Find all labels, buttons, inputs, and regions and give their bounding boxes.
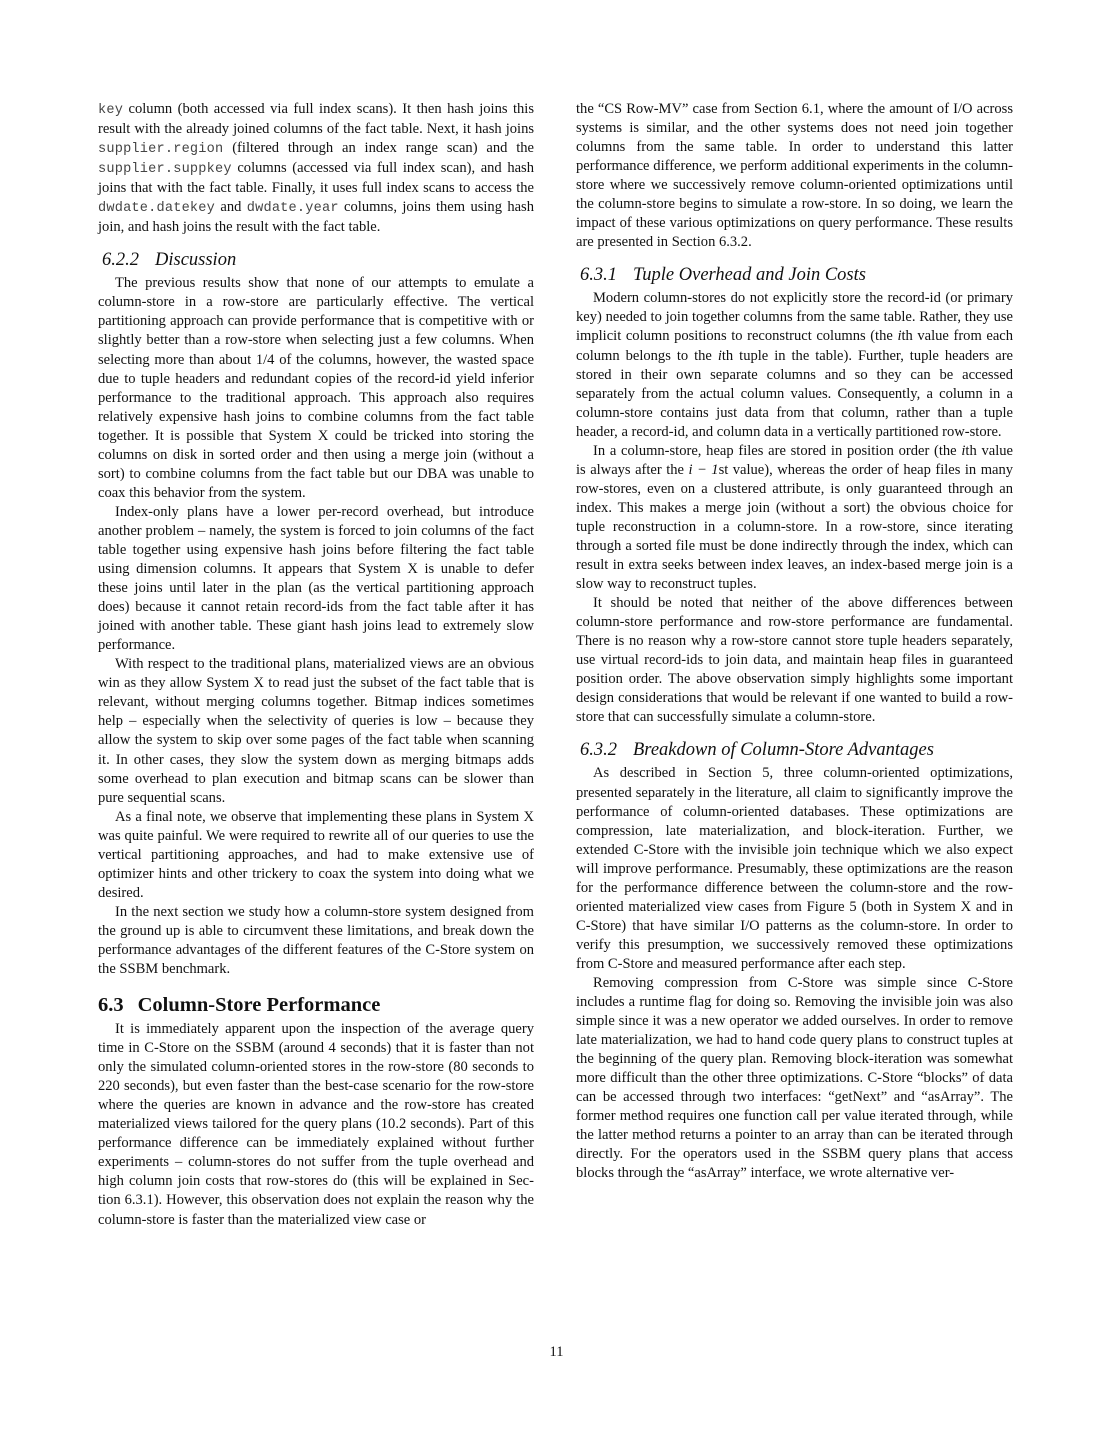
math-expression: i − 1: [688, 461, 719, 478]
paragraph: In a column-store, heap files are stored in position order (the ith value is always after the i − 1st value), whereas the order of heap files in many row-stores, even on a clustered attribute, is only guaranteed through an index. This makes a merge join (without a sort) the obvious choice for tuple reconstruction in a column-store. In a row-store, since iterating through a sorted file must be done indirectly through the index, which can result in extra seeks between index leaves, an index-based merge join is a slow way to reconstruct tuples.: [576, 442, 1014, 593]
right-column: [576, 100, 1013, 1183]
code-term: dwdate.year: [246, 201, 339, 217]
intro-paragraph: key column (both accessed via full index scans). It then hash joins this result with the already joined columns of the fact table. Next, it hash joins supplier.region (filtered through an index range scan) and the supplier.suppkey columns (accessed via full index scan), and hash joins that with the fact table. Finally, it uses full index scans to access the dwdate.datekey and dwdate.year columns, joins them using hash join, and hash joins the result with the fact table.: [98, 101, 534, 236]
paragraph: Modern column-stores do not explicitly store the record-id (or primary key) needed to join together columns from the same table. Rather, they use implicit column positions to reconstruct columns (the ith value from each column belongs to the ith tuple in the table). Further, tuple headers are stored in their own separate columns and so they can be accessed separately from the actual column values. Consequently, a column in a column-store contains just data from that column, rather than a tuple header, a record-id, and column data in a vertically partitioned row-store.: [576, 290, 1014, 440]
paragraph: As a final note, we observe that implementing these plans in System X was quite painful. We were required to rewrite all of our queries to use the vertical partitioning approaches, and had to make extensive use of optimizer hints and other trickery to coax the system into doing what we desired.: [98, 808, 534, 901]
paragraph: It should be noted that neither of the above differences between column-store performance and row-store performance are fundamental. There is no reason why a row-store cannot store tuple headers separately, use virtual record-ids to join data, and maintain heap files in guaranteed position order. The above observation simply highlights some important design considerations that would be relevant if one wanted to build a row-store that can successfully simulate a column-store.: [576, 595, 1013, 726]
continuation-paragraph: the “CS Row-MV” case from Section 6.1, where the amount of I/O across systems is similar, and the other systems does not need join together columns from the same table. In order to understand this latter performance difference, we perform additional experiments in the column-store where we successively remove column-oriented optimizations until the column-store begins to simulate a row-store. In so doing, we learn the impact of these various optimizations on query performance. These results are presented in Section 6.3.2.: [576, 101, 1013, 251]
paragraph: As described in Section 5, three column-oriented optimizations, presented separately in the literature, all claim to significantly improve the performance of column-oriented databases. These optimizations are compression, late materialization, and block-iteration. Further, we extended C-Store with the invisible join technique which we also expect will improve performance. Presumably, these optimizations are the reason for the performance difference between the column-store and the row-oriented materialized view cases from Figure 5 (both in System X and in C-Store) that have similar I/O patterns as the column-store. In order to verify this presumption, we successively removed these optimizations from C-Store and measured performance after each step.: [576, 765, 1013, 972]
subsection-heading-breakdown: 6.3.2 Breakdown of Column-Store Advantages: [580, 740, 934, 761]
math-symbol: i: [897, 328, 902, 345]
paragraph: It is immediately apparent upon the inspection of the average query time in C-Store on the SSBM (around 4 seconds) that it is faster than not only the simulated column-oriented stores in the row-store (80 seconds to 220 seconds), but even faster than the best-case scenario for the row-store where the queries are known in advance and the row-store has created materialized views tailored for the query plans (10.2 seconds). Part of this performance difference can be immediately explained without further experiments – column-stores do not suffer from the tuple overhead and high column join costs that row-stores do (this will be explained in Section 6.3.1). However, this observation does not explain the reason why the column-store is faster than the materialized view case or: [98, 1021, 534, 1228]
paragraph: In the next section we study how a column-store system designed from the ground up is able to circumvent these limitations, and break down the performance advantages of the different features of the C-Store system on the SSBM benchmark.: [98, 903, 534, 978]
code-term: supplier.suppkey: [98, 162, 232, 178]
math-symbol: i: [717, 347, 722, 364]
math-symbol: i: [961, 442, 966, 459]
subsection-heading-discussion: 6.2.2 Discussion: [102, 250, 237, 271]
code-term: supplier.region: [98, 142, 224, 158]
paragraph: The previous results show that none of our attempts to emulate a column-store in a row-store are particularly effective. The vertical partitioning approach can provide performance that is competitive with or slightly better than a row-store when selecting just a few columns. When selecting more than about 1/4 of the columns, however, the wasted space due to tuple headers and redundant copies of the record-id yield inferior performance to the traditional approach. This approach also requires relatively expensive hash joins to combine columns from the fact table together. It is possible that System X could be tricked into storing the columns on disk in sorted order and then using a merge join (without a sort) to combine columns from the fact table but our DBA was unable to coax this behavior from the system.: [98, 275, 534, 501]
paragraph: With respect to the traditional plans, materialized views are an obvious win as they allow System X to read just the subset of the fact table that is relevant, without merging columns together. Bitmap indices sometimes help – especially when the selectivity of queries is low – because they allow the system to skip over some pages of the fact table when scanning it. In other cases, they slow the system down as merging bitmaps adds some overhead to plan execution and bitmap scans can be slower than pure sequential scans.: [98, 656, 534, 806]
code-term: key: [98, 103, 124, 118]
left-column: [98, 100, 534, 1230]
page-number: 11: [549, 1344, 564, 1360]
code-term: dwdate.datekey: [98, 201, 216, 217]
section-heading-column-store-performance: 6.3 Column-Store Performance: [98, 994, 381, 1017]
paragraph: Index-only plans have a lower per-record overhead, but introduce another problem – namely, the system is forced to join columns of the fact table together using expensive hash joins before filtering the fact table using dimension columns. It appears that System X is unable to defer these joins until later in the plan (as the vertical partitioning approach does) because it cannot retain record-ids from the fact table after it has joined with another table. These giant hash joins lead to extremely slow performance.: [98, 503, 534, 654]
paragraph: Removing compression from C-Store was simple since C-Store includes a runtime flag for doing so. Removing the invisible join was also simple since it was a new operator we added ourselves. In order to remove late materialization, we had to hand code query plans to construct tuples at the beginning of the query plan. Removing block-iteration was somewhat more difficult than the other three optimizations. C-Store “blocks” of data can be accessed through two interfaces: “getNext” and “asArray”. The former method requires one function call per value iterated through, while the latter method returns a pointer to an array than can be iterated through directly. For the operators used in the SSBM query plans that access blocks through the “asArray” interface, we wrote alternative ver-: [576, 974, 1013, 1182]
subsection-heading-tuple-overhead: 6.3.1 Tuple Overhead and Join Costs: [580, 265, 866, 286]
